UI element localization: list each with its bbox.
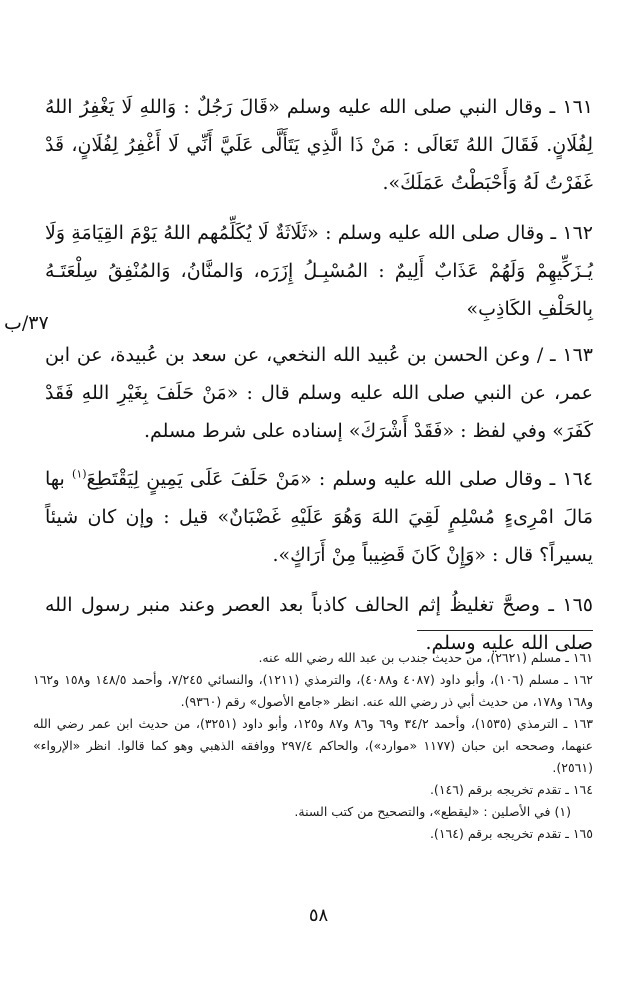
footnote-162: ١٦٢ ـ مسلم (١٠٦)، وأبو داود (٤٠٨٧ و٤٠٨٨)، والترمذي (١٢١١)، والنسائي ٧/٢٤٥، وأحمد ١٤٨/٥ و١٥٨ و١٦٢ و١٦٨ و١٧٨، من حديث أبي ذر رضي الله عنه. انظر «جامع الأصول» رقم (٩٣٦٠). [33, 672, 594, 709]
hadith-163: ١٦٣ ـ / وعن الحسن بن عُبيد الله النخعي، عن سعد بن عُبيدة، عن ابن عمر، عن النبي صلى الله عليه وسلم قال : «مَنْ حَلَفَ بِغَيْرِ اللهِ فَقَدْ كَفَرَ» وفي لفظ : «فَقَدْ أَشْرَكَ» إسناده على شرط مسلم. [45, 344, 593, 442]
footnote-ref-1: (١) [72, 467, 87, 481]
footnotes [33, 647, 593, 845]
folio-marker: ٣٧/ب [4, 312, 49, 334]
footnote-note-1: (١) في الأصلين : «ليقطع»، والتصحيح من كتب السنة. [294, 804, 571, 819]
hadith-164-part-1: ١٦٤ ـ وقال صلى الله عليه وسلم : «مَنْ حَلَفَ عَلَى يَمِينٍ لِيَقْتَطِعَ [86, 468, 593, 490]
main-text [45, 88, 593, 672]
hadith-164 [45, 460, 593, 574]
hadith-161: ١٦١ ـ وقال النبي صلى الله عليه وسلم «قَالَ رَجُلٌ : وَاللهِ لَا يَغْفِرُ اللهُ لِفُلَانٍ. فَقَالَ اللهُ تَعَالَى : مَنْ ذَا الَّذِي يَتَأَلَّى عَلَيَّ أَنِّي لَا أَغْفِرُ لِفُلَانٍ، قَدْ غَفَرْتُ لَهُ وَأَحْبَطْتُ عَمَلَكَ». [45, 96, 593, 194]
page-number: ٥٨ [308, 905, 329, 926]
footnote-163: ١٦٣ ـ الترمذي (١٥٣٥)، وأحمد ٣٤/٢ و٦٩ و٨٦ و٨٧ و١٢٥، وأبو داود (٣٢٥١)، من حديث ابن عمر رضي الله عنهما، وصححه ابن حبان (١١٧٧ «موارد»)، والحاكم ٢٩٧/٤ ووافقه الذهبي وهو كما قالوا. انظر «الإرواء» (٢٥٦١). [33, 716, 594, 775]
hadith-162: ١٦٢ ـ وقال صلى الله عليه وسلم : «ثَلَاثَةٌ لَا يُكَلِّمُهم اللهُ يَوْمَ القِيَامَةِ وَلَا يُـزَكِّيهِمْ وَلَهُمْ عَذَابٌ أَلِيمٌ : المُسْبِـلُ إِزَرَه، وَالمنَّانُ، وَالمُنْفِقُ سِلْعَتَـهُ بِالحَلْفِ الكَاذِبِ» [45, 222, 593, 320]
footnote-161: ١٦١ ـ مسلم (٢٦٢١)، من حديث جندب بن عبد الله رضي الله عنه. [258, 650, 593, 665]
hadith-165: ١٦٥ ـ وصحَّ تغليظُ إثم الحالف كاذباً بعد العصر وعند منبر رسول الله صلى الله عليه وسلم. [45, 594, 593, 654]
footnote-divider [417, 630, 593, 631]
footnote-165: ١٦٥ ـ تقدم تخريجه برقم (١٦٤). [429, 826, 593, 841]
footnote-164: ١٦٤ ـ تقدم تخريجه برقم (١٤٦). [429, 782, 593, 797]
hadith-164-part-2: بها مَالَ امْرِىءٍ مُسْلِمٍ لَقِيَ اللهَ وَهُوَ عَلَيْهِ غَضْبَانٌ» قيل : وإن كان شيئاً يسيراً؟ قال : «وَإِنْ كَانَ قَضِيباً مِنْ أَرَاكٍ». [45, 468, 593, 566]
